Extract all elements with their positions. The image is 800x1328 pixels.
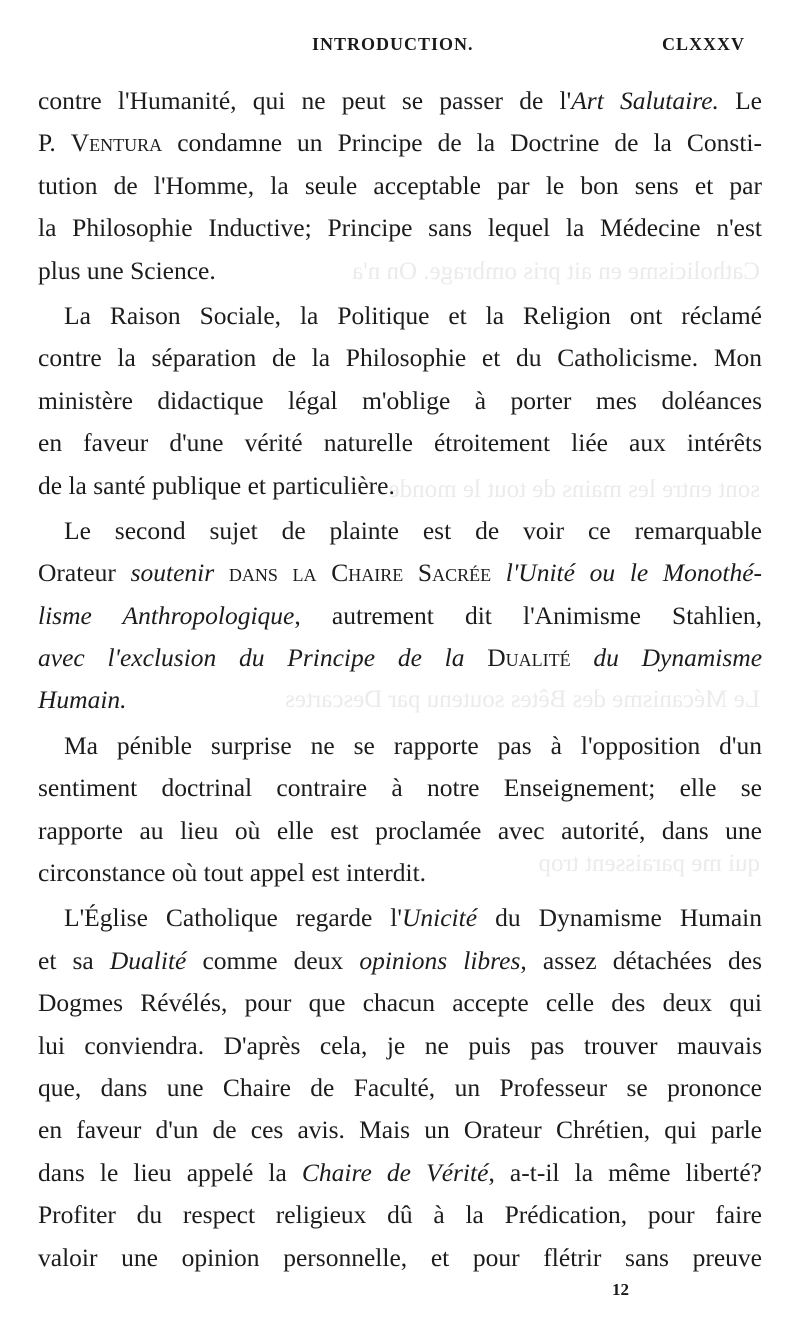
text-line: de la santé publique et particulière. — [38, 470, 395, 500]
text-line: dans le lieu appelé la Chaire de Vérité, a-t-il la même liberté? — [38, 1157, 763, 1187]
text-line: Ma pénible surprise ne se rapporte pas à l'opposition d'un — [64, 730, 762, 760]
page-number: CLXXXV — [662, 34, 746, 54]
bleed-through-line: qui me paraissent trop — [538, 850, 760, 877]
running-title: INTRODUCTION. — [312, 34, 474, 54]
text-line: La Raison Sociale, la Politique et la Religion ont réclamé — [64, 300, 762, 330]
text-line: sentiment doctrinal contraire à notre Enseignement; elle se — [38, 773, 762, 803]
text-line: lui conviendra. D'après cela, je ne puis pas trouver mauvais — [38, 1030, 762, 1060]
text-line: et sa Dualité comme deux opinions libres, assez détachées des — [38, 945, 762, 975]
text-line: ministère didactique légal m'oblige à porter mes doléances — [38, 385, 762, 415]
text-line: contre la séparation de la Philosophie et du Catholicisme. Mon — [38, 343, 762, 373]
text-line: avec l'exclusion du Principe de la Dualité du Dynamisme — [38, 643, 763, 673]
text-line: lisme Anthropologique, autrement dit l'Animisme Stahlien, — [38, 600, 762, 630]
signature-mark: 12 — [612, 1280, 629, 1299]
paragraph — [38, 725, 762, 895]
text-line: la Philosophie Inductive; Principe sans lequel la Médecine n'est — [38, 213, 762, 243]
text-line: P. Ventura condamne un Principe de la Doctrine de la Consti- — [38, 128, 762, 158]
text-line: rapporte au lieu où elle est proclamée avec autorité, dans une — [38, 815, 762, 845]
bleed-through-line: Le Mécanisme des Bêtes soutenu par Descartes — [285, 686, 760, 713]
text-line: Humain. — [38, 685, 127, 715]
body-text — [38, 80, 762, 1279]
text-line: en faveur d'une vérité naturelle étroitement liée aux intérêts — [38, 428, 762, 458]
text-line: en faveur d'un de ces avis. Mais un Orateur Chrétien, qui parle — [38, 1115, 762, 1145]
text-line: circonstance où tout appel est interdit. — [38, 858, 427, 888]
text-line: contre l'Humanité, qui ne peut se passer de l'Art Salutaire. Le — [38, 86, 762, 115]
text-line: Dogmes Révélés, pour que chacun accepte celle des deux qui — [38, 988, 762, 1018]
paragraph — [38, 80, 762, 292]
text-line: valoir une opinion personnelle, et pour flétrir sans preuve — [38, 1242, 762, 1272]
text-line: plus une Science. — [38, 255, 216, 285]
text-line: que, dans une Chaire de Faculté, un Professeur se prononce — [38, 1072, 762, 1102]
paragraph — [38, 510, 762, 722]
paragraph — [38, 295, 762, 507]
text-line: Le second sujet de plainte est de voir ce remarquable — [64, 515, 762, 545]
bleed-through-line: Catholicisme en ait pris ombrage. On n'a — [352, 258, 760, 285]
paragraph — [38, 897, 762, 1279]
text-line: Orateur soutenir dans la Chaire Sacrée l'Unité ou le Monothé- — [38, 558, 763, 588]
running-header — [0, 34, 800, 64]
text-line: tution de l'Homme, la seule acceptable par le bon sens et par — [38, 170, 762, 200]
bleed-through-line: sont entre les mains de tout le monde — [388, 476, 760, 503]
text-line: Profiter du respect religieux dû à la Prédication, pour faire — [38, 1200, 762, 1230]
text-line: L'Église Catholique regarde l'Unicité du Dynamisme Humain — [64, 903, 762, 933]
